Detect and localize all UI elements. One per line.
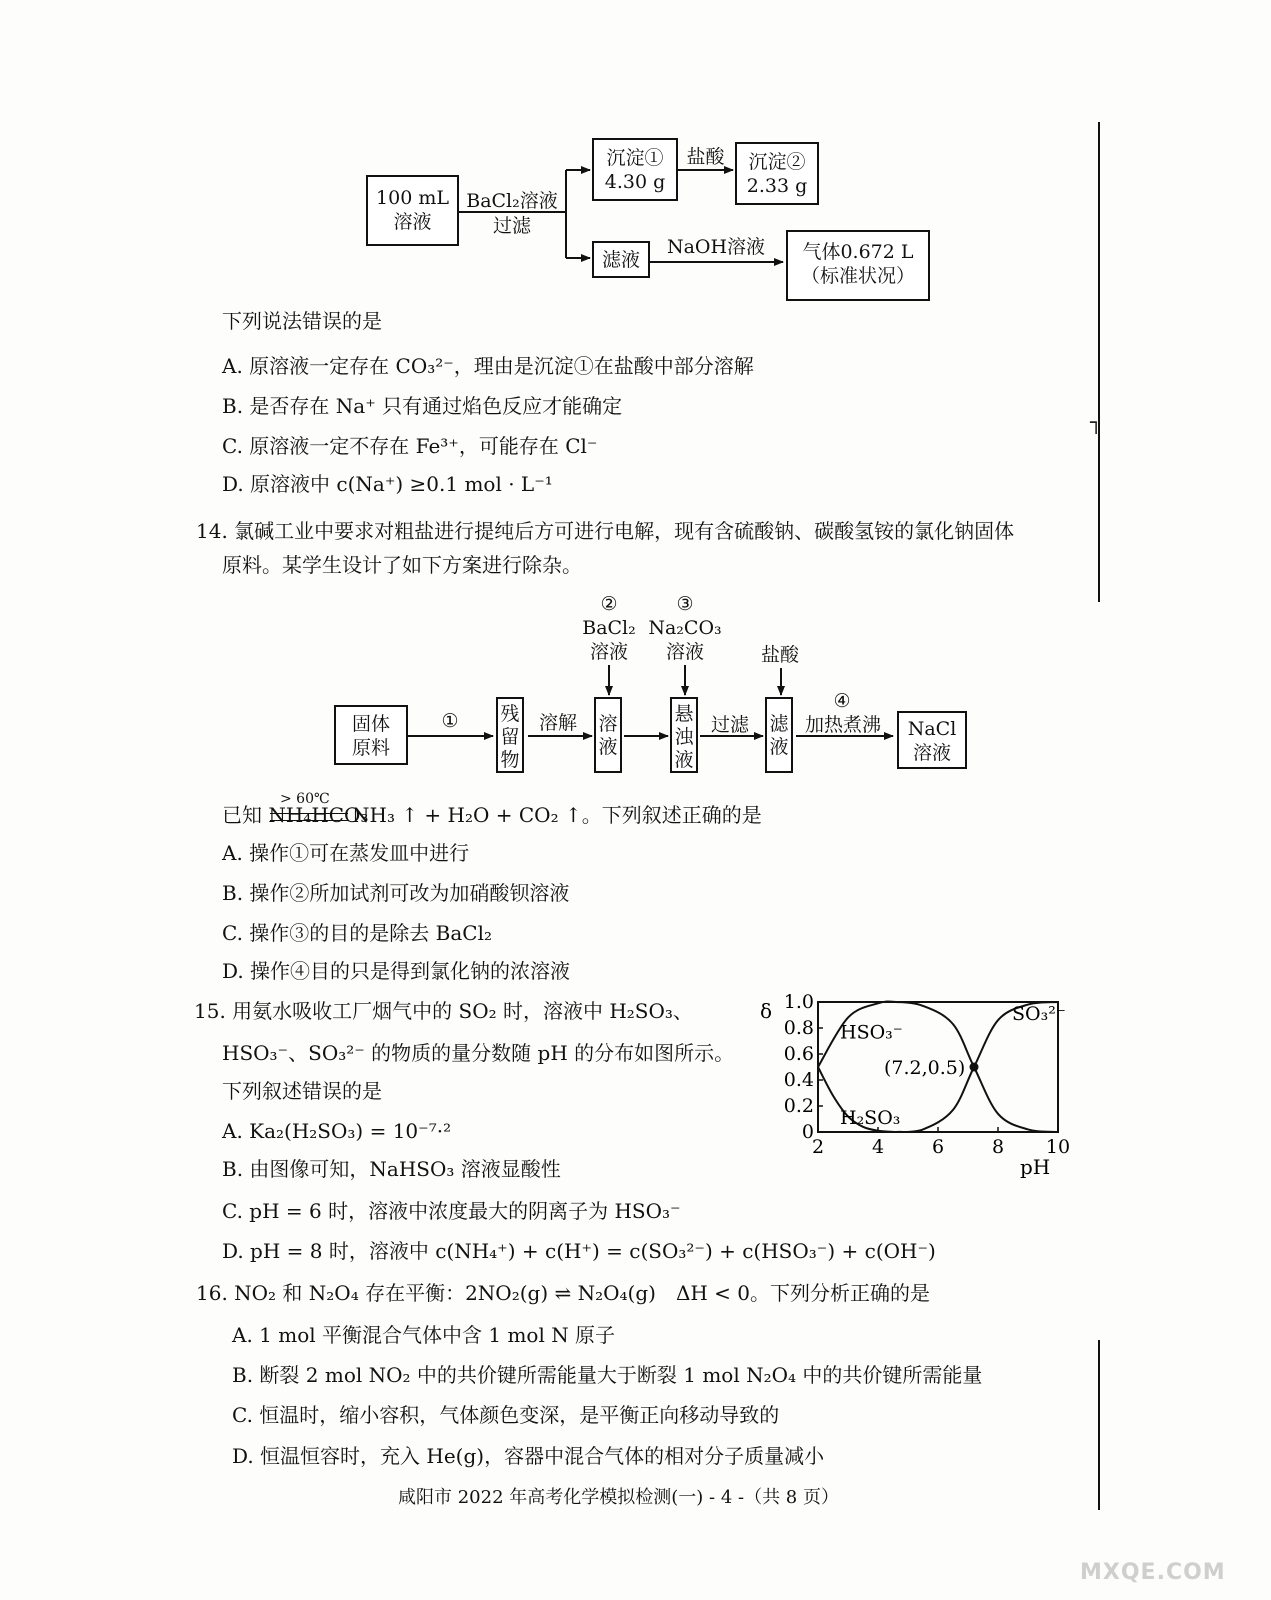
x-tick-label: 4 bbox=[871, 1136, 885, 1158]
intersection-point bbox=[970, 1063, 979, 1072]
y-tick-label: 1.0 bbox=[783, 991, 814, 1013]
q14-option-c: C. 操作③的目的是除去 BaCl₂ bbox=[222, 921, 492, 945]
flow1-reagent: BaCl₂溶液 bbox=[466, 190, 558, 212]
y-tick-label: 0.8 bbox=[783, 1017, 814, 1039]
q16-option-b: B. 断裂 2 mol NO₂ 中的共价键所需能量大于断裂 1 mol N₂O₄ 中的共价键所需能量 bbox=[232, 1363, 983, 1387]
x-tick-label: 8 bbox=[991, 1136, 1005, 1158]
chart-labels bbox=[760, 991, 1070, 1179]
q13-option-c: C. 原溶液一定不存在 Fe³⁺，可能存在 Cl⁻ bbox=[222, 434, 598, 458]
flow1-acid: 盐酸 bbox=[686, 146, 725, 168]
flow2-dissolve: 溶解 bbox=[538, 712, 577, 734]
series-label: H₂SO₃ bbox=[840, 1107, 901, 1130]
edge-mark-1: ┐ bbox=[1090, 410, 1103, 434]
flow2-suspension-box: 悬浊液 bbox=[670, 697, 698, 773]
flow1-precip1-box: 沉淀① 4.30 g bbox=[592, 138, 678, 201]
q16-option-c: C. 恒温时，缩小容积，气体颜色变深，是平衡正向移动导致的 bbox=[232, 1403, 780, 1427]
x-axis-label: pH bbox=[1020, 1155, 1051, 1179]
q13-option-a: A. 原溶液一定存在 CO₃²⁻，理由是沉淀①在盐酸中部分溶解 bbox=[222, 354, 754, 378]
q15-line1: 15. 用氨水吸收工厂烟气中的 SO₂ 时，溶液中 H₂SO₃、 bbox=[194, 999, 693, 1023]
y-tick-label: 0.2 bbox=[783, 1095, 814, 1117]
flow2-heat: 加热煮沸 bbox=[804, 714, 881, 736]
flow2-solid-box: 固体 原料 bbox=[334, 705, 408, 765]
flow2-reagent2: ② BaCl₂ 溶液 bbox=[582, 593, 636, 663]
flow2-filtrate-box: 滤液 bbox=[765, 697, 793, 773]
watermark: MXQE.COM bbox=[1080, 1560, 1226, 1585]
q15-stem: 下列叙述错误的是 bbox=[222, 1079, 382, 1103]
q14-option-a: A. 操作①可在蒸发皿中进行 bbox=[222, 841, 470, 865]
q14-line1: 14. 氯碱工业中要求对粗盐进行提纯后方可进行电解，现有含硫酸钠、碳酸氢铵的氯化钠固体 bbox=[196, 519, 1015, 543]
q14-option-b: B. 操作②所加试剂可改为加硝酸钡溶液 bbox=[222, 881, 570, 905]
q15-line2: HSO₃⁻、SO₃²⁻ 的物质的量分数随 pH 的分布如图所示。 bbox=[222, 1041, 735, 1065]
flow1-precip2-box: 沉淀② 2.33 g bbox=[735, 142, 819, 205]
flow2-hcl: 盐酸 bbox=[760, 644, 799, 666]
x-tick-label: 10 bbox=[1045, 1136, 1071, 1158]
q14-option-d: D. 操作④目的只是得到氯化钠的浓溶液 bbox=[222, 959, 571, 983]
q16-line1: 16. NO₂ 和 N₂O₄ 存在平衡：2NO₂(g) ⇌ N₂O₄(g) ΔH < 0。下列分析正确的是 bbox=[196, 1281, 931, 1305]
flow2-reagent3: ③ Na₂CO₃ 溶液 bbox=[648, 593, 722, 663]
y-tick-label: 0.4 bbox=[783, 1069, 814, 1091]
flow1-filtrate-box: 滤液 bbox=[592, 241, 650, 278]
x-tick-label: 6 bbox=[931, 1136, 945, 1158]
binding-line-bottom bbox=[1098, 1340, 1100, 1510]
y-axis-label: δ bbox=[760, 999, 773, 1023]
flow1-gas-box: 气体0.672 L （标准状况） bbox=[786, 230, 930, 301]
flow2-step4: ④ bbox=[833, 690, 851, 712]
q15-option-c: C. pH = 6 时，溶液中浓度最大的阴离子为 HSO₃⁻ bbox=[222, 1199, 681, 1223]
q15-option-d: D. pH = 8 时，溶液中 c(NH₄⁺) + c(H⁺) = c(SO₃²⁻) + c(HSO₃⁻) + c(OH⁻) bbox=[222, 1239, 936, 1263]
flow2-step1: ① bbox=[441, 710, 459, 732]
q14-known-prefix: 已知 NH₄HCO₃ bbox=[222, 803, 369, 827]
q13-stem: 下列说法错误的是 bbox=[222, 309, 382, 333]
flow1-operation: 过滤 bbox=[492, 215, 531, 237]
q13-option-b: B. 是否存在 Na⁺ 只有通过焰色反应才能确定 bbox=[222, 394, 623, 418]
q14-known-equals bbox=[270, 813, 348, 821]
flow1-naoh: NaOH溶液 bbox=[666, 236, 766, 258]
intersection-annotation: (7.2,0.5) bbox=[884, 1057, 966, 1079]
flow1-start-box: 100 mL 溶液 bbox=[366, 175, 459, 246]
q14-known-suffix: NH₃ ↑ + H₂O + CO₂ ↑。下列叙述正确的是 bbox=[352, 803, 762, 827]
q15-option-b: B. 由图像可知，NaHSO₃ 溶液显酸性 bbox=[222, 1157, 561, 1181]
flow2-filter: 过滤 bbox=[710, 714, 749, 736]
q14-line2: 原料。某学生设计了如下方案进行除杂。 bbox=[222, 553, 582, 577]
q16-option-a: A. 1 mol 平衡混合气体中含 1 mol N 原子 bbox=[232, 1323, 616, 1347]
q15-option-a: A. Ka₂(H₂SO₃) = 10⁻⁷·² bbox=[222, 1119, 452, 1143]
x-tick-label: 2 bbox=[811, 1136, 825, 1158]
page-footer: 咸阳市 2022 年高考化学模拟检测(一) - 4 -（共 8 页） bbox=[398, 1487, 839, 1508]
q13-option-d: D. 原溶液中 c(Na⁺) ≥0.1 mol · L⁻¹ bbox=[222, 472, 553, 496]
flow2-solution-box: 溶液 bbox=[594, 697, 622, 773]
series-label: HSO₃⁻ bbox=[840, 1021, 903, 1044]
series-label: SO₃²⁻ bbox=[1012, 1003, 1066, 1026]
y-tick-label: 0 bbox=[801, 1121, 814, 1143]
distribution-chart bbox=[750, 990, 1090, 1185]
binding-line-top bbox=[1098, 122, 1100, 602]
y-tick-label: 0.6 bbox=[783, 1043, 814, 1065]
q16-option-d: D. 恒温恒容时，充入 He(g)，容器中混合气体的相对分子质量减小 bbox=[232, 1444, 825, 1468]
flow2-product-box: NaCl 溶液 bbox=[897, 711, 967, 769]
q14-known-condition: > 60℃ bbox=[280, 791, 330, 807]
flow2-residue-box: 残留物 bbox=[496, 697, 524, 773]
